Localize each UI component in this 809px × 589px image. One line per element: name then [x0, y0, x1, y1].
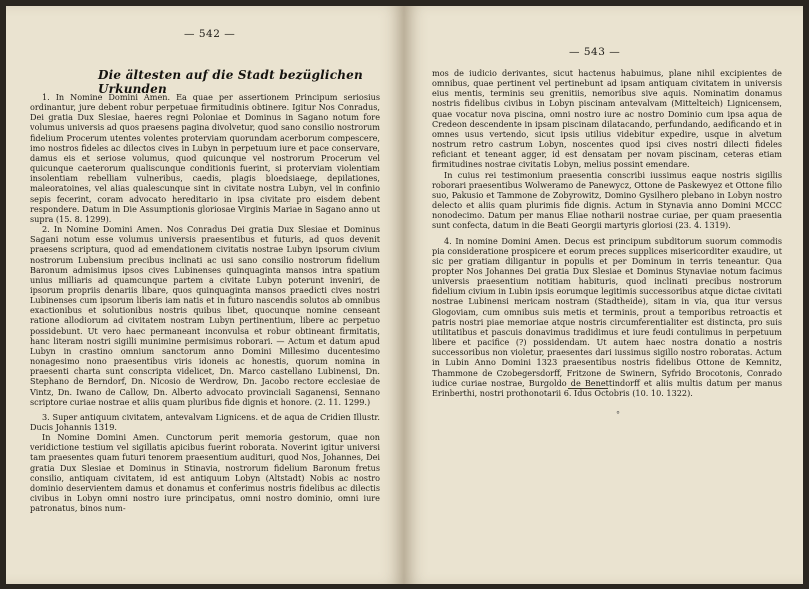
- end-rule: [568, 388, 608, 389]
- left-page: [6, 6, 404, 584]
- paragraph-4: 4. In nomine Domini Amen. Decus est principum subditorum suorum commodis pia consideratione prospicere et eorum preces supplices misericorditer exaudire, ut sic per gratiam diligantur in populis et per Dominum in terris teneantur. Qua propter Nos Johannes Dei gratia Dux Slesiae et Dominus Stynaviae notum facimus universis praesentium notitiam habituris, quod inclinati precibus nostrorum fidelium civium in Lubin ipsis eorumque legitimis successoribus atque dictae civitati nostrae Lubinensi mericam nostram (Stadtheide), sitam in via, qua itur versus Glogoviam, cum omnibus suis metis et terminis, prout a temporibus retroactis et patris nostri piae memoriae atque nostris circumferentialiter est distincta, pro suis utilitatibus et pascuis donavimus tradidimus et iure feudi contulimus in perpetuum libere et pacifice (?) possidendam. Ut autem haec nostra donatio a nostris successoribus non violetur, praesentes dari iussimus sigillo nostro roboratas. Actum in Lubin Anno Domini 1323 praesentibus nostris fidelibus Ottone de Kemnitz, Thammone de Czobegersdorff, Fritzone de Swinern, Syfrido Brocotonis, Conrado iudice curiae nostrae, Burgoldo de Benettindorff et aliis multis datum per manus Erinberthi, nostri prothonotarii 6. Idus Octobris (10. 10. 1322).: [432, 235, 782, 398]
- right-page-text: [432, 68, 782, 398]
- paragraph-3-title: 3. Super antiquum civitatem, antevalvam Lignicens. et de aqua de Cridien Illustr. Ducis Johannis 1319.: [30, 411, 380, 432]
- paragraph-3: In Nomine Domini Amen. Cunctorum perit memoria gestorum, quae non veridictione testium vel sigillatis apicibus fuerint roborata. Noverint igitur universi tam praesentes quam futuri tenorem praesentium audituri, quod Nos, Johannes, Dei gratia Dux Slesiae et Dominus in Stinavia, nostrorum fidelium Baronum fretus consilio, antiquam civitatem, id est antiquum Lobyn (Altstadt) Nobis ac nostro dominio deservientem damus et donamus et conferimus nostris fidelibus ac dilectis civibus in Lobyn omni nostro iure principatus, omni nostro dominio, omni iure patronatus, binos num-: [30, 432, 380, 514]
- page-heading: Die ältesten auf die Stadt bezüglichen Urkunden: [98, 68, 363, 96]
- left-page-text: [30, 92, 380, 513]
- right-page: [404, 6, 803, 584]
- page-number-left: — 542 —: [184, 28, 236, 40]
- paragraph-1: 1. In Nomine Domini Amen. Ea quae per assertionem Principum seriosius ordinantur, jure debent robur perpetuae firmitudinis obtinere. Igitur Nos Conradus, Dei gratia Dux Slesiae, haeres regni Poloniae et Dominus in Sagano notum fore volumus universis ad quos praesens pagina divolvetur, quod sano consilio nostrorum fidelium Procerum utentes volentes proterviam quorundam acerborum compescere, imo nostros fideles ac dilectos cives in Lubyn in perpetuum iure et pace conservare, damus eis et seriose volumus, quod quicunque vel nostrorum Procerum vel quicunque caeterorum qualiscunque conditionis fuerint, si proterviam violentiam insolentiam rebelliam vulneribus, caedis, plagis bloedsiaege, depilationes, maleoratoines, vel alias qualescunque sint in civitate nostra Lubyn, vel in confinio sepis fecerint, coram advocato hereditario in ipsa civitate pro eisdem debent respondere. Datum in Die Assumptionis gloriosae Virginis Mariae in Sagano anno ut supra (15. 8. 1299).: [30, 92, 380, 224]
- paragraph-testimony: In cuius rei testimonium praesentia conscribi iussimus eaque nostris sigillis roborari praesentibus Wolweramo de Panewycz, Ottone de Paskewyez et Ottone filio suo, Pakusio et Tammone de Zobyrowitz, Domino Gysilhero plebano in Lobyn nostro delecto et aliis quam plurimis fide dignis. Actum in Stynavia anno Domini MCCC nonodecimo. Datum per manus Eliae notharii nostrae curiae, per quam praesentia sunt confecta, datum in die Beati Georgii martyris gloriosi (23. 4. 1319).: [432, 169, 782, 231]
- page-number-right: — 543 —: [569, 46, 621, 58]
- paragraph-continuation: mos de iudicio derivantes, sicut hactenus habuimus, plane nihil excipientes de omnibus, quae pertinent vel pertinebunt ad ipsam antiquam civitatem in universis eius mentis, terminis seu grenitiis, nemoribus sive aquis. Nominatim donamus nostris fidelibus civibus in Lobyn piscinam antevalvam (Mittelteich) Lignicensem, quae vocatur nova piscina, omni nostro iure ac nostro Dominio cum ipsa aqua de Credeon descendente in ipsam piscinam dilatacando, perfundando, aedificando et in omnes usus vertendo, sicut ipsis utilius videbitur expedire, usque in alvetum nostrum retro castrum Lobyn, noscentes quod ipsi cives nostri dilecti fideles reficiant et teneant agger, id est densatam per novam piscinam, ceteras etiam firmitudines nostrae civitatis Lobyn, melius possint emendare.: [432, 68, 782, 170]
- end-dot: °: [616, 410, 620, 419]
- paragraph-2: 2. In Nomine Domini Amen. Nos Conradus Dei gratia Dux Slesiae et Dominus Sagani notum esse volumus universis praesentibus et futuris, ad quos devenit praesens scriptura, quod ad emendationem civitatis nostrae Lubyn ipsorum civium nostrorum Lubensium precibus inclinati ac usi sano consilio nostrorum fidelium Baronum admisimus ipsos cives Lubinenses quinquaginta mansos intra spatium unius milliaris ad quamcunque partem a civitate Lubyn poterunt inveniri, de ipsorum propriis denariis libare, quos quinquaginta mansos praedicti cives nostri Lubinenses cum ipsorum liberis iam natis et in futuro nascendis solutos ab omnibus exactionibus et solutionibus nostris quibus libet, quocunque nomine censeant ratione allodiorum ad civitatem nostram Lubyn pertinentium, libere ac perpetuo possidebunt. Ut vero haec permaneant inconvulsa et robur obtineant firmitatis, hanc literam nostri sigilli munimine permisimus roborari. — Actum et datum apud Lubyn in crastino omnium sanctorum anno Domini Millesimo ducentesimo nonagesimo nono praesentibus viris idoneis ac honestis, quorum nomina in praesenti charta sunt conscripta videlicet, Dn. Marco castellano Lubinensi, Dn. Stephano de Berndorf, Dn. Nicosio de Werdrow, Dn. Jacobo rectore ecclesiae de Vintz, Dn. Iwano de Callow, Dn. Alberto advocato provinciali Saganensi, Sennano scriptore curiae nostrae et aliis quam pluribus fide dignis et honore. (2. 11. 1299.): [30, 224, 380, 407]
